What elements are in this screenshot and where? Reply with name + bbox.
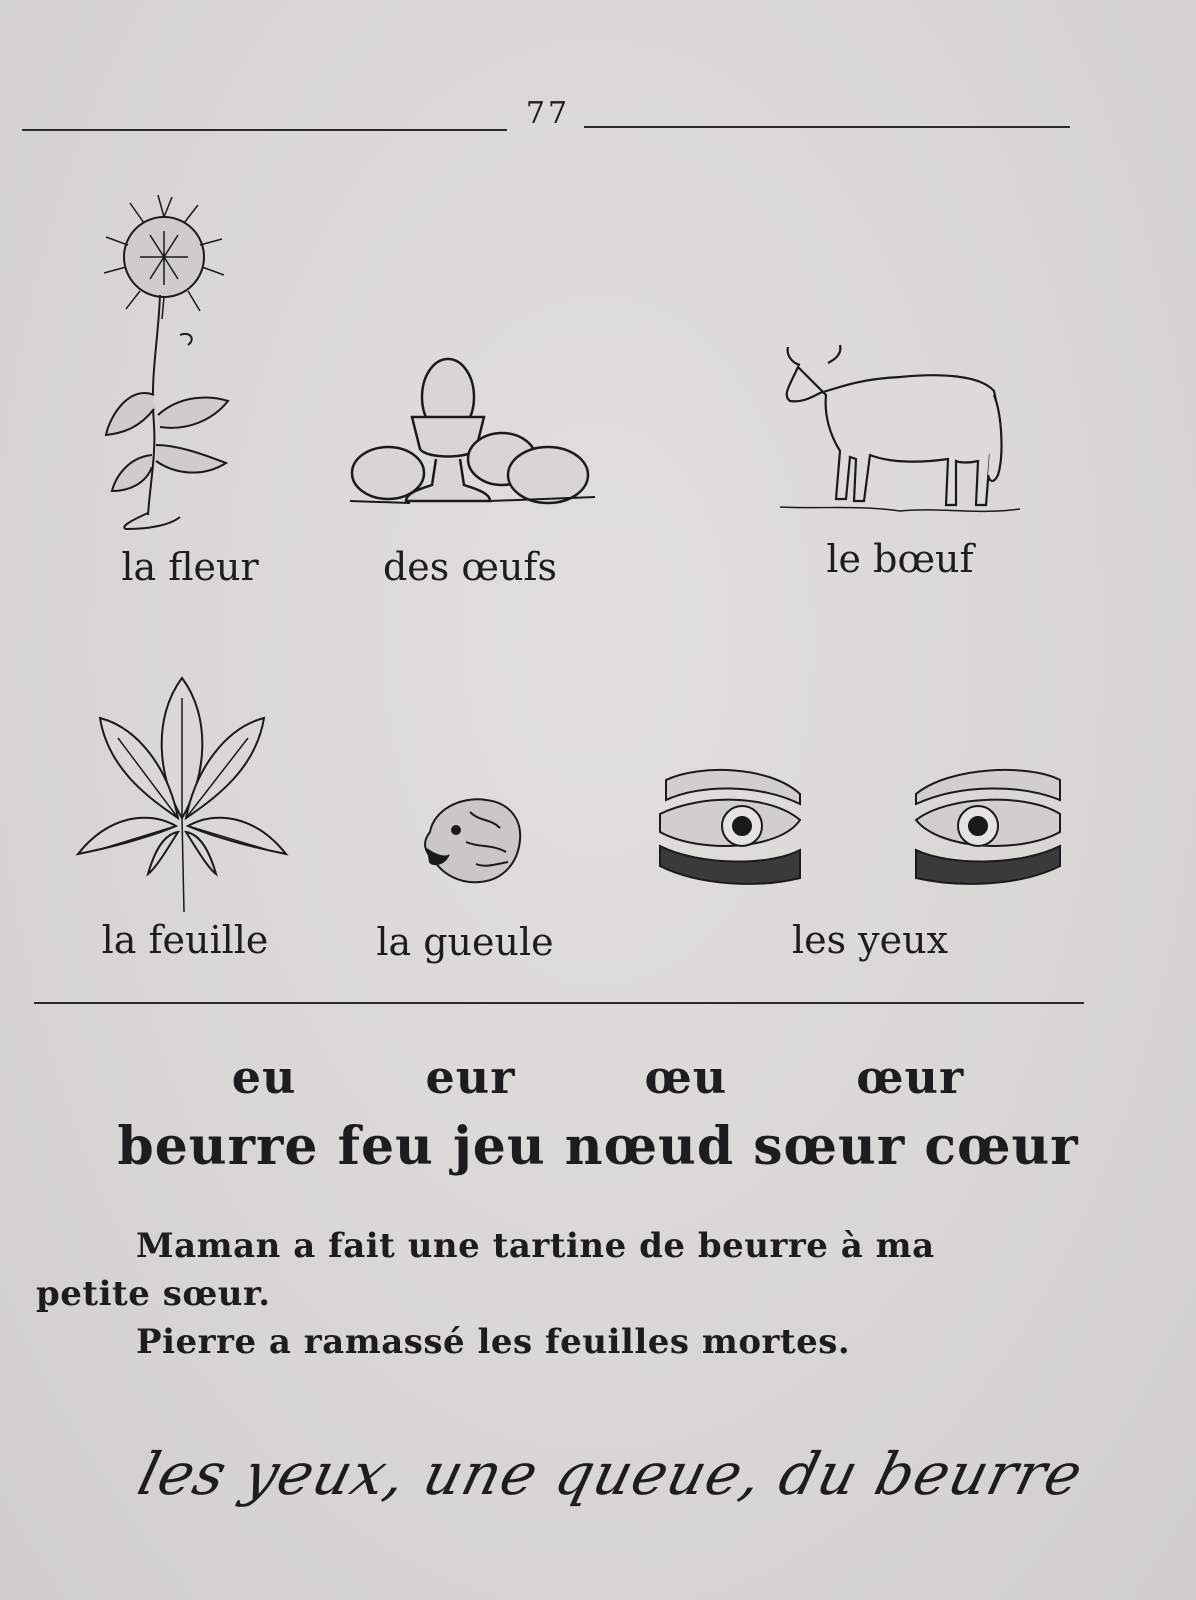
eyes-icon bbox=[660, 770, 1070, 900]
reading-line-1: Maman a fait une tartine de beurre à ma bbox=[136, 1226, 935, 1266]
chestnut-leaf-icon bbox=[78, 678, 294, 918]
caption-oeufs: des œufs bbox=[382, 545, 557, 589]
dahlia-flower-icon bbox=[100, 195, 240, 535]
lion-head-icon bbox=[420, 792, 525, 887]
sound-words-line: beurre feu jeu nœud sœur cœur bbox=[117, 1116, 1079, 1177]
header-rule-left bbox=[22, 129, 507, 131]
ox-icon bbox=[780, 345, 1020, 525]
header-rule-right bbox=[584, 126, 1070, 128]
caption-feuille: la feuille bbox=[101, 918, 269, 962]
section-divider bbox=[34, 1002, 1084, 1004]
cursive-handwriting-line: les yeux, une queue, du beurre bbox=[131, 1440, 1090, 1508]
reading-line-3: Pierre a ramassé les feuilles mortes. bbox=[136, 1322, 851, 1362]
reading-line-2: petite sœur. bbox=[36, 1274, 271, 1314]
caption-fleur: la fleur bbox=[121, 545, 259, 589]
sound-group-line: eu eur œu œur bbox=[231, 1050, 965, 1104]
caption-yeux: les yeux bbox=[791, 918, 949, 962]
page-number: 77 bbox=[525, 96, 571, 131]
eggs-in-eggcup-icon bbox=[350, 355, 595, 515]
caption-boeuf: le bœuf bbox=[826, 537, 974, 581]
caption-gueule: la gueule bbox=[376, 920, 554, 964]
